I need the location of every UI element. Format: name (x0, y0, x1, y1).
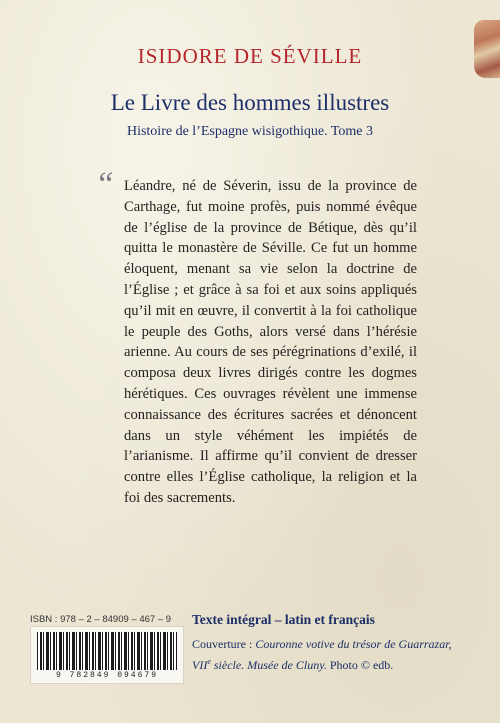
quote-mark-icon: “ (95, 166, 114, 203)
cover-century: VII (192, 658, 208, 672)
cover-century-sup: e (207, 657, 211, 666)
isbn: ISBN : 978 – 2 – 84909 – 467 – 9 (30, 614, 172, 625)
book-subtitle: Histoire de l’Espagne wisigothique. Tome 3 (126, 124, 374, 139)
cover-credit (192, 636, 482, 674)
author-name: ISIDORE DE SÉVILLE (137, 44, 363, 68)
blurb-quote (124, 176, 417, 509)
footer (30, 606, 480, 716)
cover-century-rest: siècle. Musée de Cluny. (210, 658, 327, 672)
book-title: Le Livre des hommes illustres (110, 90, 390, 115)
barcode-bars-icon (37, 632, 177, 670)
cover-label: Couverture : (192, 637, 256, 651)
barcode (30, 626, 184, 684)
photo-credit: Photo © edb. (326, 658, 394, 672)
blurb-paragraph: Léandre, né de Séverin, issu de la province de Carthage, fut moine profès, puis nommé évêque de l’église de la province de Bétique, dès qu’il quitta le monastère de Séville. Ce fut un homme éloquent, menant sa vie selon la doctrine de l’Église ; et grâce à sa foi et aux soins appliqués qu’il mit en œuvre, il convertit à la foi catholique le peuple des Goths, alors versé dans l’hérésie arienne. Au cours de ses pérégrinations d’exilé, il composa deux livres dirigés contre les dogmes hérétiques. Ces ouvrages révèlent une immense connaissance des écritures sacrées et dénoncent dans un style véhément les impiétés de l’arianisme. Il affirme qu’il convient de dresser contre elles l’Église catholique, la religion et la foi des sacrements. (124, 178, 417, 506)
cover-title: Couronne votive du trésor de Guarrazar, (255, 637, 452, 651)
edition-note: Texte intégral – latin et français (192, 612, 375, 627)
barcode-digits: 9 782849 094679 (55, 671, 158, 680)
